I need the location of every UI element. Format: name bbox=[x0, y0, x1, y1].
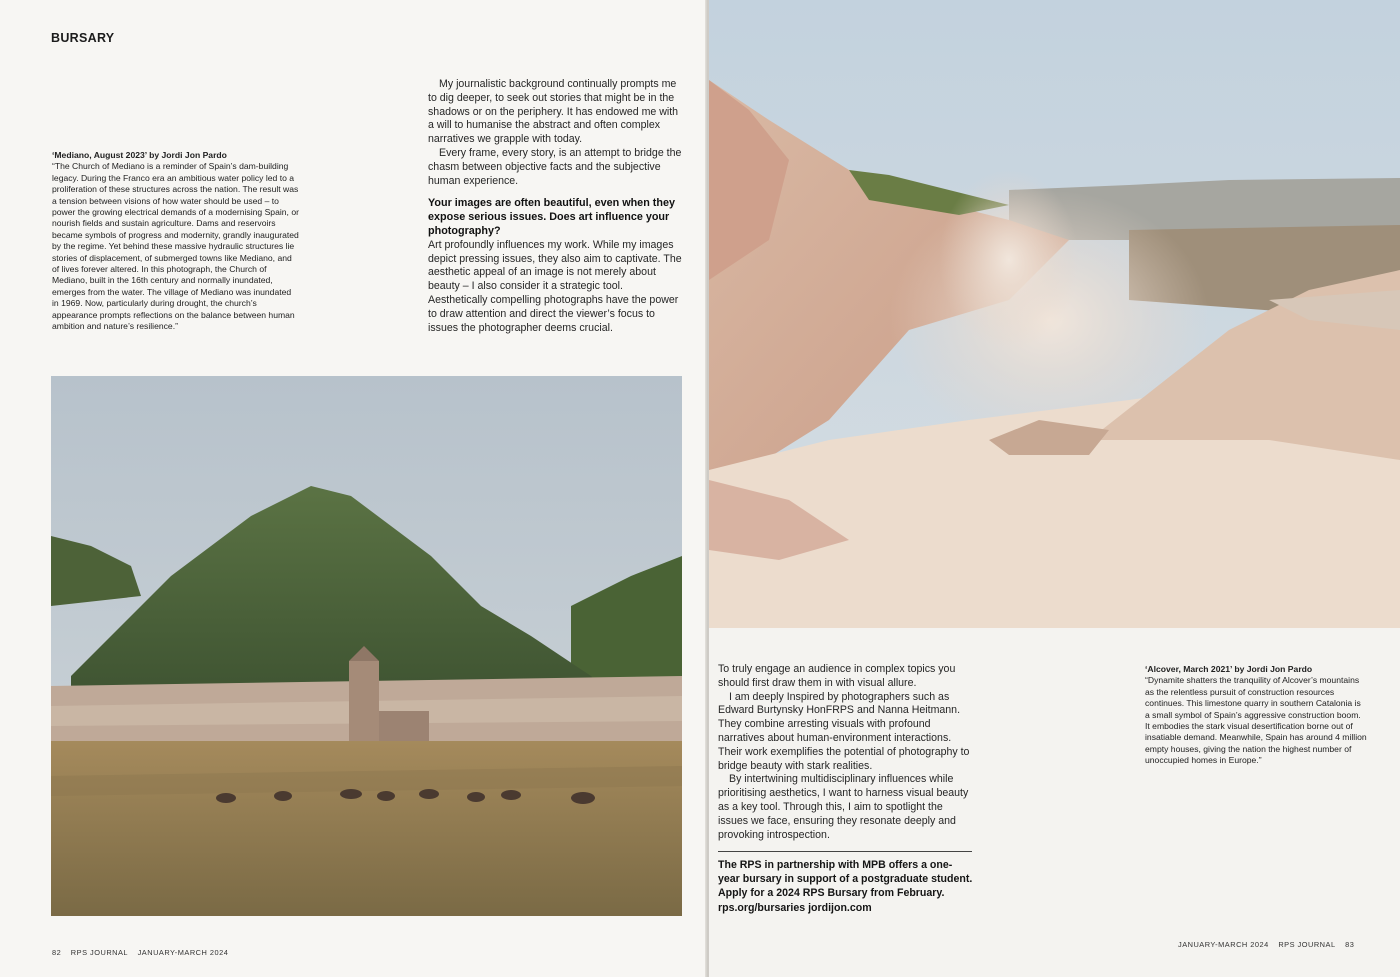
left-caption-title: ‘Mediano, August 2023’ by Jordi Jon Pardo bbox=[52, 150, 227, 160]
section-label: BURSARY bbox=[51, 31, 115, 45]
article-paragraph: Art profoundly influences my work. While my images depict pressing issues, they also aim to captivate. The aesthetic appeal of an image is not merely about beauty – I also consider it a strategic tool. Aesthetically compelling photographs have the power to draw attention and direct the viewer’s focus to issues the photographer deems crucial. bbox=[428, 238, 682, 334]
alcover-photograph bbox=[709, 0, 1400, 628]
left-photo-caption bbox=[52, 150, 300, 333]
page-footer-right bbox=[1178, 940, 1361, 949]
article-paragraph: My journalistic background continually prompts me to dig deeper, to seek out stories that might be in the shadows or on the periphery. It has endowed me with a will to humanise the abstract and often complex narratives we grapple with today. bbox=[428, 78, 679, 146]
journal-name: RPS JOURNAL bbox=[1278, 940, 1336, 949]
article-paragraph: I am deeply Inspired by photographers such as Edward Burtynsky HonFRPS and Nanna Heitmann. They combine arresting visuals with profound narratives about human-environment interactions. Their work exemplifies the potential of photography to bridge beauty with stark realities. bbox=[718, 690, 970, 772]
article-paragraph: To truly engage an audience in complex topics you should first draw them in with visual allure. bbox=[718, 663, 956, 689]
right-photo-caption bbox=[1145, 664, 1367, 767]
issue-date: JANUARY-MARCH 2024 bbox=[1178, 940, 1269, 949]
issue-date: JANUARY-MARCH 2024 bbox=[137, 948, 229, 957]
article-column-left bbox=[428, 78, 684, 335]
divider-rule bbox=[718, 851, 972, 852]
mediano-photograph bbox=[51, 376, 682, 916]
right-caption-title: ‘Alcover, March 2021’ by Jordi Jon Pardo bbox=[1145, 664, 1313, 674]
page-footer-left bbox=[52, 948, 235, 957]
page-number: 82 bbox=[52, 948, 62, 957]
bursary-promo: The RPS in partnership with MPB offers a one-year bursary in support of a postgraduate student. Apply for a 2024 RPS Bursary from February. rps.org/bursaries jordijon.com bbox=[718, 859, 973, 914]
journal-name: RPS JOURNAL bbox=[70, 948, 129, 957]
article-column-right bbox=[718, 663, 974, 842]
right-page bbox=[709, 0, 1400, 977]
left-caption-text: “The Church of Mediano is a reminder of Spain’s dam-building legacy. During the Franco era an ambitious water policy led to a proliferation of these structures across the nation. The result was a tension between visions of how water should be used – to power the growing electrical demands of a modernising Spain, or nourish fields and sustain agriculture. Dams and reservoirs became symbols of progress and modernity, grandly inaugurated by the regime. Yet behind these massive hydraulic structures lie stories of displacement, of submerged towns like Mediano, and of lives forever altered. In this photograph, the Church of Mediano, built in the 16th century and normally inundated, emerges from the water. The village of Mediano was inundated in 1969. Now, particularly during drought, the church’s appearance prompts reflections on the balance between human ambition and nature’s resilience.” bbox=[52, 161, 299, 332]
article-paragraph: Every frame, every story, is an attempt to bridge the chasm between objective facts and the subjective human experience. bbox=[428, 146, 682, 187]
right-caption-text: “Dynamite shatters the tranquility of Alcover’s mountains as the relentless pursuit of construction resources continues. This limestone quarry in southern Catalonia is a small symbol of Spain’s aggressive construction boom. It embodies the stark visual desertification borne out of insatiable demand. Meanwhile, Spain has around 4 million empty houses, giving the nation the highest number of unoccupied homes in Europe.” bbox=[1145, 675, 1367, 766]
article-paragraph: By intertwining multidisciplinary influences while prioritising aesthetics, I want to harness visual beauty as a key tool. Through this, I aim to spotlight the issues we face, ensuring they resonate deeply and provoking introspection. bbox=[718, 773, 969, 841]
page-number: 83 bbox=[1345, 940, 1355, 949]
interview-question: Your images are often beautiful, even when they expose serious issues. Does art influence your photography? bbox=[428, 197, 675, 237]
